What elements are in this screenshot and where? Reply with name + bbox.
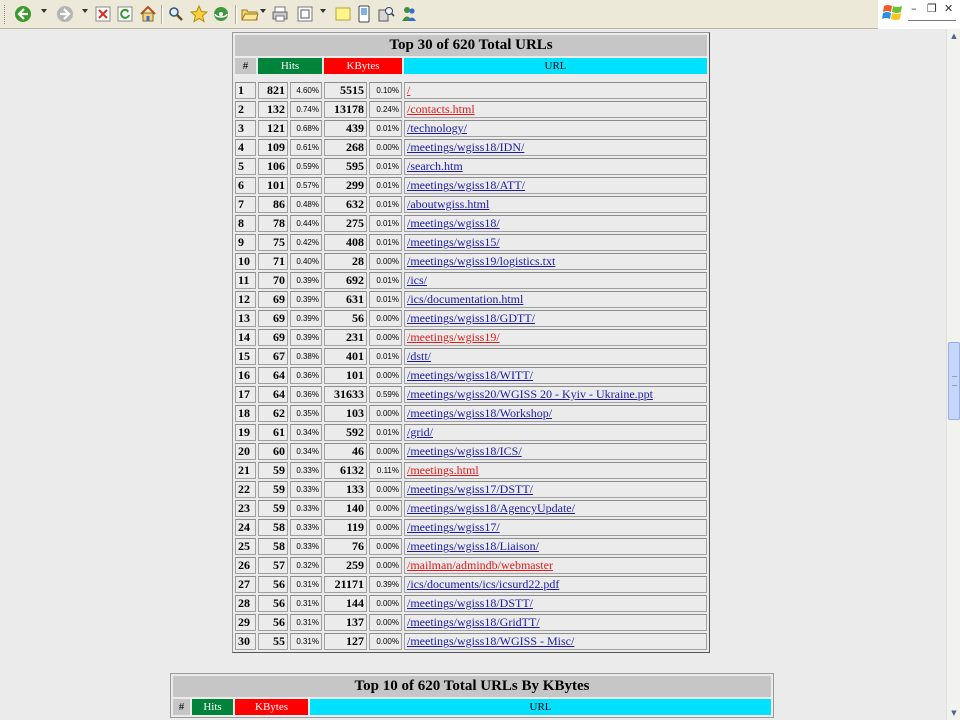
print-icon[interactable] [270, 4, 290, 24]
url-link[interactable]: / [407, 83, 411, 97]
kbytes-percent: 0.00% [369, 500, 402, 517]
hits-value: 78 [258, 215, 288, 232]
hits-value: 58 [258, 538, 288, 555]
hits-percent: 0.34% [290, 443, 322, 460]
url-cell [404, 253, 707, 270]
hits-value: 71 [258, 253, 288, 270]
windows-logo-icon [882, 3, 904, 23]
row-number: 24 [235, 519, 256, 536]
table-row [235, 519, 707, 536]
kbytes-value: 5515 [324, 82, 367, 99]
folder-dropdown-icon[interactable] [260, 9, 266, 13]
kbytes-value: 401 [324, 348, 367, 365]
hits-percent: 0.38% [290, 348, 322, 365]
toolbar-separator [161, 5, 163, 24]
kbytes-percent: 0.00% [369, 481, 402, 498]
table-row [235, 462, 707, 479]
table-row [235, 443, 707, 460]
column-header-number: # [235, 58, 256, 74]
favorites-icon[interactable] [189, 4, 209, 24]
kbytes-value: 408 [324, 234, 367, 251]
kbytes-percent: 0.01% [369, 196, 402, 213]
url-cell [404, 633, 707, 650]
url-link[interactable]: /meetings.html [407, 463, 479, 477]
row-number: 26 [235, 557, 256, 574]
table-row [235, 234, 707, 251]
url-cell [404, 101, 707, 118]
row-number: 18 [235, 405, 256, 422]
page-icon[interactable] [295, 4, 315, 24]
kbytes-value: 632 [324, 196, 367, 213]
kbytes-percent: 0.00% [369, 633, 402, 650]
minimize-icon[interactable]: – [911, 2, 917, 15]
column-header-hits: Hits [192, 699, 233, 715]
hits-value: 101 [258, 177, 288, 194]
table-row [235, 329, 707, 346]
url-cell [404, 158, 707, 175]
hits-value: 75 [258, 234, 288, 251]
url-cell [404, 386, 707, 403]
url-link[interactable]: /technology/ [407, 121, 467, 135]
vertical-scrollbar[interactable] [946, 29, 960, 720]
kbytes-value: 592 [324, 424, 367, 441]
url-link[interactable]: /meetings/wgiss20/WGISS 20 - Kyiv - Ukraine.ppt [407, 387, 653, 401]
kbytes-percent: 0.01% [369, 272, 402, 289]
url-cell [404, 614, 707, 631]
hits-percent: 0.36% [290, 367, 322, 384]
kbytes-value: 6132 [324, 462, 367, 479]
row-number: 19 [235, 424, 256, 441]
hits-percent: 0.48% [290, 196, 322, 213]
url-link[interactable]: /meetings/wgiss18/ATT/ [407, 178, 525, 192]
hits-value: 109 [258, 139, 288, 156]
hits-value: 55 [258, 633, 288, 650]
page-content [0, 29, 946, 720]
table-row [235, 538, 707, 555]
hits-value: 821 [258, 82, 288, 99]
table-row [235, 177, 707, 194]
back-icon[interactable] [13, 4, 33, 24]
table-row [235, 272, 707, 289]
kbytes-value: 595 [324, 158, 367, 175]
url-cell [404, 82, 707, 99]
hits-value: 86 [258, 196, 288, 213]
url-link[interactable]: /mailman/admindb/webmaster [407, 558, 553, 572]
column-header-url: URL [310, 699, 771, 715]
hits-percent: 0.33% [290, 462, 322, 479]
url-link[interactable]: /meetings/wgiss17/DSTT/ [407, 482, 533, 496]
url-cell [404, 443, 707, 460]
url-link[interactable]: /ics/documentation.html [407, 292, 524, 306]
hits-percent: 0.33% [290, 519, 322, 536]
hits-value: 57 [258, 557, 288, 574]
hits-value: 69 [258, 291, 288, 308]
hits-value: 69 [258, 329, 288, 346]
kbytes-value: 31633 [324, 386, 367, 403]
hits-value: 58 [258, 519, 288, 536]
url-cell [404, 177, 707, 194]
row-number: 11 [235, 272, 256, 289]
url-cell [404, 291, 707, 308]
url-link[interactable]: /aboutwgiss.html [407, 197, 490, 211]
kbytes-value: 692 [324, 272, 367, 289]
url-link[interactable]: /meetings/wgiss18/DSTT/ [407, 596, 533, 610]
url-link[interactable]: /ics/ [407, 273, 427, 287]
hits-percent: 0.61% [290, 139, 322, 156]
kbytes-value: 13178 [324, 101, 367, 118]
kbytes-percent: 0.01% [369, 177, 402, 194]
row-number: 5 [235, 158, 256, 175]
hits-value: 60 [258, 443, 288, 460]
url-cell [404, 329, 707, 346]
table-row [235, 291, 707, 308]
hits-value: 59 [258, 500, 288, 517]
table-title: Top 30 of 620 Total URLs [235, 35, 707, 56]
table-row [235, 367, 707, 384]
url-link[interactable]: /meetings/wgiss18/GDTT/ [407, 311, 535, 325]
kbytes-percent: 0.01% [369, 234, 402, 251]
table-row [235, 576, 707, 593]
url-cell [404, 215, 707, 232]
table-row [235, 424, 707, 441]
row-number: 12 [235, 291, 256, 308]
kbytes-percent: 0.11% [369, 462, 402, 479]
hits-value: 121 [258, 120, 288, 137]
table-row [235, 633, 707, 650]
top-urls-by-kbytes-table [171, 674, 773, 717]
search-icon[interactable] [166, 4, 186, 24]
stop-icon[interactable] [93, 4, 113, 24]
url-link[interactable]: /meetings/wgiss18/Workshop/ [407, 406, 553, 420]
row-number: 27 [235, 576, 256, 593]
url-cell [404, 310, 707, 327]
column-header-kbytes: KBytes [235, 699, 308, 715]
table-row [235, 614, 707, 631]
kbytes-value: 631 [324, 291, 367, 308]
kbytes-value: 140 [324, 500, 367, 517]
kbytes-value: 439 [324, 120, 367, 137]
url-cell [404, 405, 707, 422]
url-cell [404, 120, 707, 137]
restore-icon[interactable]: ❐ [927, 2, 937, 15]
table-row [235, 196, 707, 213]
column-header-hits: Hits [258, 58, 322, 74]
url-link[interactable]: /meetings/wgiss18/GridTT/ [407, 615, 540, 629]
folder-icon[interactable] [240, 4, 260, 24]
kbytes-percent: 0.01% [369, 348, 402, 365]
hits-value: 56 [258, 614, 288, 631]
url-link[interactable]: /meetings/wgiss18/WITT/ [407, 368, 533, 382]
url-link[interactable]: /meetings/wgiss18/IDN/ [407, 140, 525, 154]
kbytes-value: 137 [324, 614, 367, 631]
table-row [235, 82, 707, 99]
top-urls-table [233, 33, 709, 652]
hits-percent: 0.33% [290, 538, 322, 555]
row-number: 7 [235, 196, 256, 213]
kbytes-percent: 0.00% [369, 538, 402, 555]
url-cell [404, 424, 707, 441]
research-icon[interactable] [376, 4, 396, 24]
url-cell [404, 462, 707, 479]
url-cell [404, 348, 707, 365]
kbytes-percent: 0.10% [369, 82, 402, 99]
row-number: 22 [235, 481, 256, 498]
kbytes-percent: 0.00% [369, 595, 402, 612]
table-row [235, 158, 707, 175]
hits-value: 59 [258, 462, 288, 479]
close-icon[interactable]: ✕ [944, 2, 954, 15]
kbytes-value: 275 [324, 215, 367, 232]
kbytes-percent: 0.00% [369, 310, 402, 327]
hits-value: 69 [258, 310, 288, 327]
hits-percent: 0.35% [290, 405, 322, 422]
kbytes-value: 56 [324, 310, 367, 327]
hits-percent: 0.57% [290, 177, 322, 194]
table-row [235, 481, 707, 498]
row-number: 2 [235, 101, 256, 118]
hits-value: 62 [258, 405, 288, 422]
kbytes-percent: 0.59% [369, 386, 402, 403]
kbytes-percent: 0.01% [369, 424, 402, 441]
kbytes-value: 299 [324, 177, 367, 194]
hits-percent: 0.32% [290, 557, 322, 574]
toolbar-separator [235, 5, 237, 24]
url-cell [404, 500, 707, 517]
url-cell [404, 481, 707, 498]
url-link[interactable]: /grid/ [407, 425, 433, 439]
kbytes-percent: 0.01% [369, 291, 402, 308]
row-number: 23 [235, 500, 256, 517]
hits-percent: 0.39% [290, 272, 322, 289]
kbytes-value: 21171 [324, 576, 367, 593]
hits-percent: 0.31% [290, 633, 322, 650]
url-cell [404, 272, 707, 289]
kbytes-percent: 0.00% [369, 329, 402, 346]
hits-percent: 0.33% [290, 481, 322, 498]
table-row [235, 310, 707, 327]
top-urls-by-kbytes-panel [170, 673, 774, 718]
table-row [235, 500, 707, 517]
hits-value: 61 [258, 424, 288, 441]
url-cell [404, 538, 707, 555]
hits-percent: 0.39% [290, 329, 322, 346]
url-link[interactable]: /meetings/wgiss18/ [407, 216, 500, 230]
table-row [235, 386, 707, 403]
table-row [235, 348, 707, 365]
row-number: 6 [235, 177, 256, 194]
row-number: 1 [235, 82, 256, 99]
hits-percent: 0.34% [290, 424, 322, 441]
kbytes-value: 127 [324, 633, 367, 650]
url-cell [404, 367, 707, 384]
table-row [235, 101, 707, 118]
row-number: 28 [235, 595, 256, 612]
url-link[interactable]: /meetings/wgiss18/ICS/ [407, 444, 522, 458]
hits-percent: 0.44% [290, 215, 322, 232]
top-urls-table-panel [232, 32, 710, 653]
kbytes-percent: 0.01% [369, 158, 402, 175]
row-number: 17 [235, 386, 256, 403]
url-cell [404, 139, 707, 156]
kbytes-percent: 0.00% [369, 139, 402, 156]
kbytes-percent: 0.00% [369, 253, 402, 270]
hits-value: 59 [258, 481, 288, 498]
scrollbar-thumb[interactable] [948, 342, 960, 420]
kbytes-value: 76 [324, 538, 367, 555]
row-number: 9 [235, 234, 256, 251]
hits-percent: 0.39% [290, 291, 322, 308]
window-bar-line [908, 20, 956, 21]
url-link[interactable]: /meetings/wgiss18/Liaison/ [407, 539, 539, 553]
hits-value: 132 [258, 101, 288, 118]
kbytes-value: 268 [324, 139, 367, 156]
url-link[interactable]: /meetings/wgiss19/logistics.txt [407, 254, 556, 268]
hits-value: 70 [258, 272, 288, 289]
row-number: 13 [235, 310, 256, 327]
table-row [235, 595, 707, 612]
header-spacer [235, 76, 707, 80]
kbytes-value: 119 [324, 519, 367, 536]
hits-percent: 4.60% [290, 82, 322, 99]
row-number: 8 [235, 215, 256, 232]
row-number: 29 [235, 614, 256, 631]
row-number: 25 [235, 538, 256, 555]
hits-percent: 0.31% [290, 614, 322, 631]
column-header-url: URL [404, 58, 707, 74]
phone-icon[interactable] [354, 4, 374, 24]
kbytes-percent: 0.00% [369, 367, 402, 384]
kbytes-value: 46 [324, 443, 367, 460]
page-dropdown-icon[interactable] [320, 9, 326, 13]
kbytes-value: 103 [324, 405, 367, 422]
url-link[interactable]: /meetings/wgiss15/ [407, 235, 500, 249]
hits-percent: 0.74% [290, 101, 322, 118]
hits-percent: 0.42% [290, 234, 322, 251]
hits-percent: 0.59% [290, 158, 322, 175]
forward-dropdown-icon[interactable] [82, 9, 88, 13]
kbytes-percent: 0.00% [369, 519, 402, 536]
kbytes-percent: 0.00% [369, 614, 402, 631]
table-row [235, 215, 707, 232]
back-dropdown-icon[interactable] [41, 9, 47, 13]
kbytes-value: 259 [324, 557, 367, 574]
kbytes-percent: 0.00% [369, 405, 402, 422]
kbytes-value: 231 [324, 329, 367, 346]
url-link[interactable]: /meetings/wgiss19/ [407, 330, 500, 344]
hits-value: 64 [258, 386, 288, 403]
url-link[interactable]: /search.htm [407, 159, 463, 173]
hits-value: 56 [258, 595, 288, 612]
kbytes-value: 144 [324, 595, 367, 612]
hits-percent: 0.31% [290, 576, 322, 593]
scroll-up-icon[interactable]: ▲ [951, 32, 957, 40]
table-row [235, 557, 707, 574]
hits-percent: 0.36% [290, 386, 322, 403]
kbytes-percent: 0.39% [369, 576, 402, 593]
row-number: 16 [235, 367, 256, 384]
column-header-number: # [173, 699, 190, 715]
row-number: 20 [235, 443, 256, 460]
kbytes-value: 133 [324, 481, 367, 498]
row-number: 10 [235, 253, 256, 270]
media-icon[interactable] [211, 4, 231, 24]
column-header-kbytes: KBytes [324, 58, 402, 74]
row-number: 14 [235, 329, 256, 346]
kbytes-percent: 0.24% [369, 101, 402, 118]
hits-value: 106 [258, 158, 288, 175]
kbytes-percent: 0.00% [369, 443, 402, 460]
refresh-icon[interactable] [115, 4, 135, 24]
url-cell [404, 196, 707, 213]
hits-percent: 0.31% [290, 595, 322, 612]
hits-percent: 0.68% [290, 120, 322, 137]
sticky-note-icon[interactable] [333, 4, 353, 24]
hits-value: 67 [258, 348, 288, 365]
kbytes-percent: 0.01% [369, 120, 402, 137]
kbytes-percent: 0.01% [369, 215, 402, 232]
table-title: Top 10 of 620 Total URLs By KBytes [173, 676, 771, 697]
row-number: 3 [235, 120, 256, 137]
forward-icon[interactable] [55, 4, 75, 24]
row-number: 4 [235, 139, 256, 156]
row-number: 15 [235, 348, 256, 365]
url-cell [404, 234, 707, 251]
url-link[interactable]: /meetings/wgiss18/WGISS - Misc/ [407, 634, 575, 648]
table-row [235, 405, 707, 422]
table-row [235, 253, 707, 270]
scroll-down-icon[interactable]: ▼ [951, 709, 957, 717]
kbytes-value: 101 [324, 367, 367, 384]
hits-percent: 0.39% [290, 310, 322, 327]
hits-value: 64 [258, 367, 288, 384]
row-number: 21 [235, 462, 256, 479]
url-link[interactable]: /contacts.html [407, 102, 475, 116]
url-cell [404, 576, 707, 593]
table-row [235, 139, 707, 156]
url-cell [404, 519, 707, 536]
messenger-icon[interactable] [399, 4, 419, 24]
row-number: 30 [235, 633, 256, 650]
url-cell [404, 595, 707, 612]
kbytes-value: 28 [324, 253, 367, 270]
browser-toolbar [0, 0, 960, 29]
kbytes-percent: 0.00% [369, 557, 402, 574]
url-link[interactable]: /ics/documents/ics/icsurd22.pdf [407, 577, 560, 591]
hits-percent: 0.40% [290, 253, 322, 270]
hits-percent: 0.33% [290, 500, 322, 517]
url-link[interactable]: /dstt/ [407, 349, 432, 363]
url-link[interactable]: /meetings/wgiss17/ [407, 520, 500, 534]
table-row [235, 120, 707, 137]
url-cell [404, 557, 707, 574]
url-link[interactable]: /meetings/wgiss18/AgencyUpdate/ [407, 501, 575, 515]
hits-value: 56 [258, 576, 288, 593]
toolbar-grip[interactable] [4, 5, 8, 24]
home-icon[interactable] [138, 4, 158, 24]
